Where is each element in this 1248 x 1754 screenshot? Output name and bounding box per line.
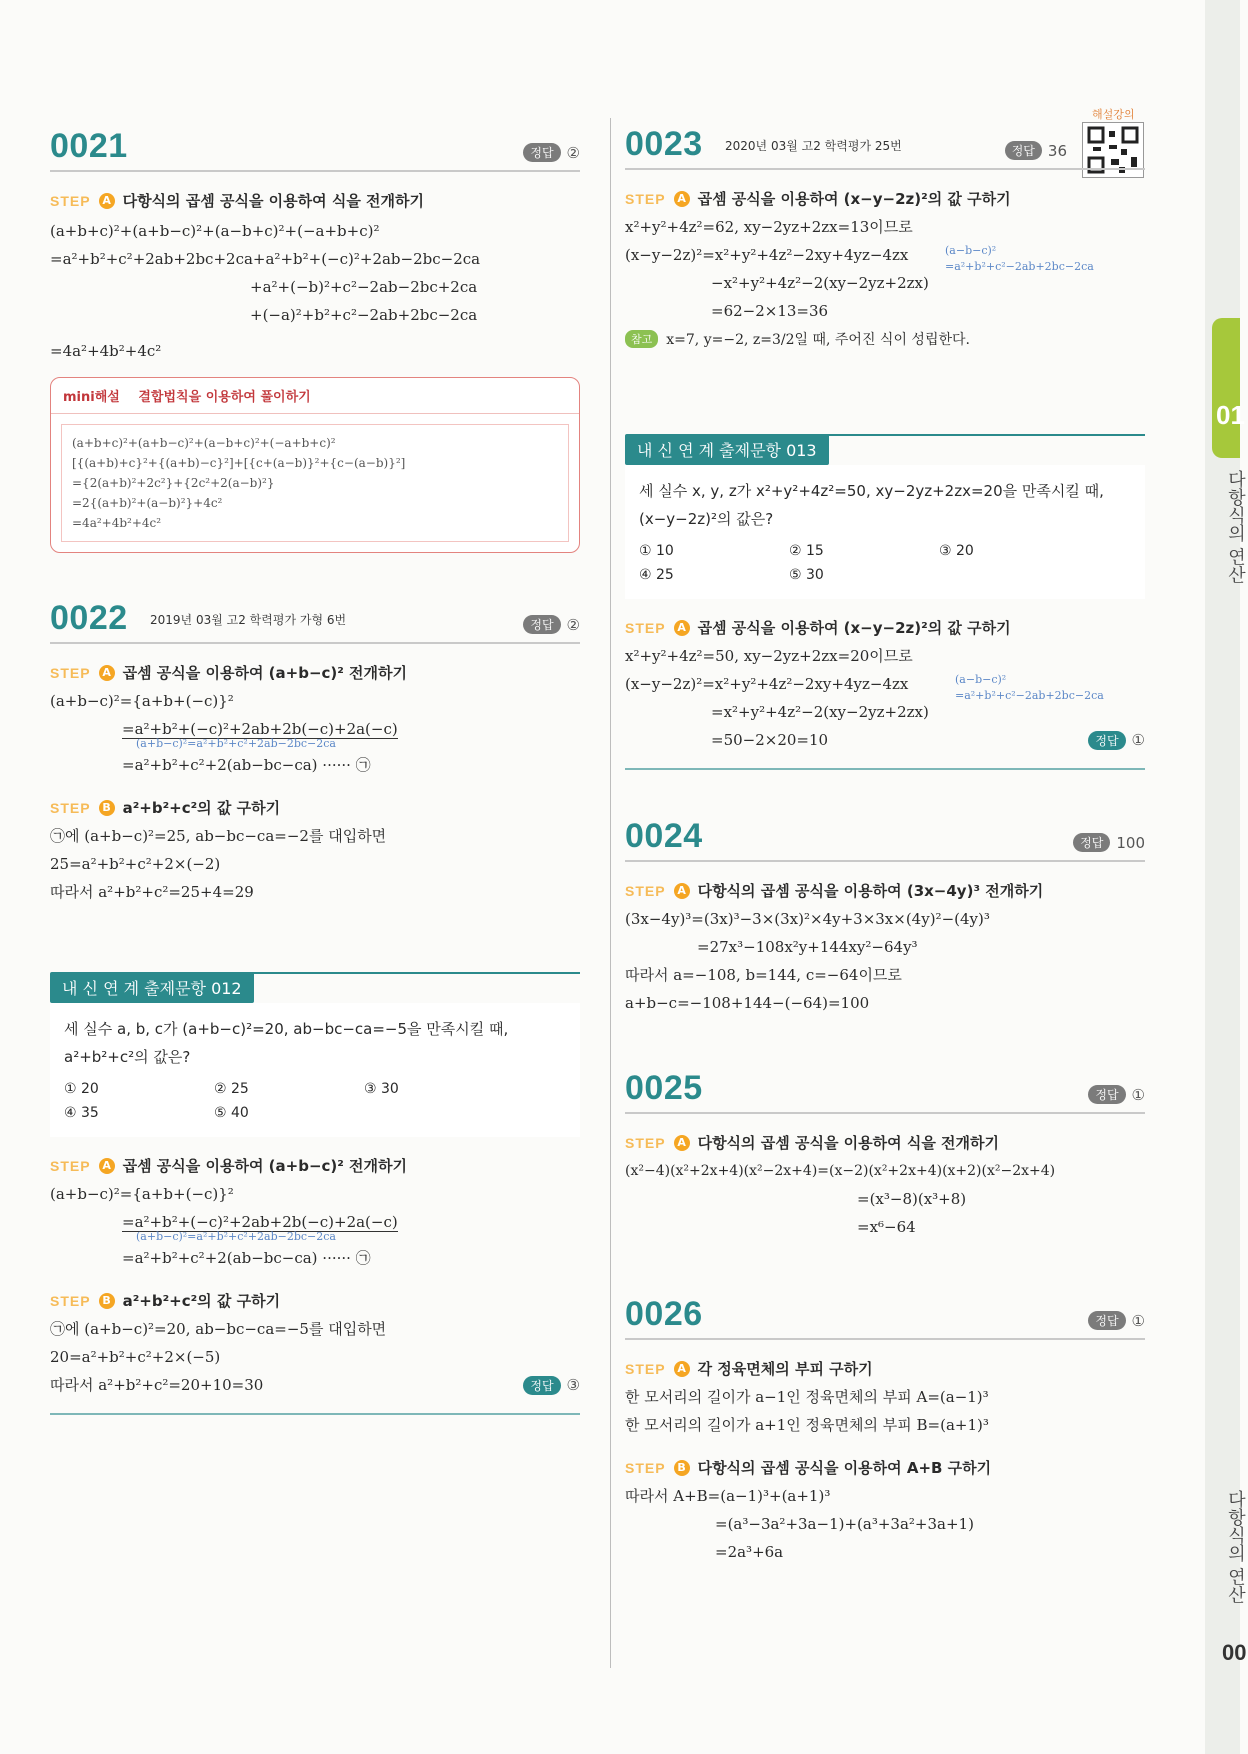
problem-number: 0021 [50, 127, 128, 165]
answer [1088, 1085, 1145, 1104]
math-line: x²+y²+4z²=50, xy−2yz+2zx=20이므로 [625, 647, 913, 665]
step-title: 각 정육면체의 부피 구하기 [697, 1360, 873, 1378]
math-line: 따라서 A+B=(a−1)³+(a+1)³ [625, 1487, 831, 1505]
math-line: a+b−c=−108+144−(−64)=100 [625, 994, 870, 1012]
problem-header [50, 592, 580, 644]
math-line: =62−2×13=36 [711, 302, 829, 320]
math-line: ㉠에 (a+b−c)²=25, ab−bc−ca=−2를 대입하면 [50, 827, 387, 845]
math-line: =a²+b²+(−c)²+2ab+2b(−c)+2a(−c) [122, 1213, 398, 1231]
formula-note [945, 243, 1094, 275]
question-line: 세 실수 a, b, c가 (a+b−c)²=20, ab−bc−ca=−5을 만족시킬 때, [64, 1020, 509, 1038]
math-line: (a+b−c)²={a+b+(−c)}² [50, 692, 234, 710]
step-title: a²+b²+c²의 값 구하기 [122, 799, 281, 817]
problem-0021 [50, 120, 580, 553]
linked-rule [815, 434, 1145, 436]
page-number: 00 [1222, 1640, 1247, 1665]
linked-question [50, 1003, 580, 1137]
math-line: =4a²+4b²+4c² [50, 342, 162, 360]
math-line: =x⁶−64 [857, 1218, 916, 1236]
mini-label: mini해설 [63, 390, 120, 405]
math-line: =a²+b²+(−c)²+2ab+2b(−c)+2a(−c) [122, 720, 398, 738]
math-line: 따라서 a²+b²+c²=20+10=30 [50, 1376, 264, 1394]
math-line: (a+b+c)²+(a+b−c)²+(a−b+c)²+(−a+b+c)² [50, 222, 380, 240]
column-divider [610, 118, 611, 1668]
step-a [50, 662, 580, 683]
step-a [50, 1155, 580, 1176]
question-line: a²+b²+c²의 값은? [64, 1048, 191, 1066]
math-line: (a+b+c)²+(a+b−c)²+(a−b+c)²+(−a+b+c)² [72, 436, 336, 450]
step-word: STEP [625, 619, 666, 636]
math-line: 20=a²+b²+c²+2×(−5) [50, 1348, 221, 1366]
step-word: STEP [625, 1134, 666, 1151]
problem-header [625, 1288, 1145, 1340]
math-line: (a+b−c)²={a+b+(−c)}² [50, 1185, 234, 1203]
step-word: STEP [625, 1459, 666, 1476]
linked-title: 내 신 연 계 출제문항 012 [50, 972, 254, 1003]
problem-number: 0024 [625, 817, 703, 855]
step-title: 다항식의 곱셈 공식을 이용하여 식을 전개하기 [697, 1134, 1000, 1152]
math-line: (x−y−2z)²=x²+y²+4z²−2xy+4yz−4zx [625, 246, 909, 264]
math-line: 한 모서리의 길이가 a−1인 정육면체의 부피 A=(a−1)³ [625, 1388, 989, 1406]
problem-number: 0022 [50, 599, 128, 637]
math-line: =a²+b²+c²+2(ab−bc−ca) ······ ㉠ [122, 1249, 371, 1267]
answer-value: ① [1131, 731, 1145, 749]
step-word: STEP [50, 1157, 91, 1174]
answer-value: 36 [1047, 141, 1067, 160]
lecture-label: 해설강의 [1092, 108, 1135, 121]
math-line: =a²+b²+c²+2ab+2bc+2ca+a²+b²+(−c)²+2ab−2bc−2ca [50, 250, 481, 268]
math-line: 따라서 a=−108, b=144, c=−64이므로 [625, 966, 902, 984]
chapter-title-bottom: 다항식의 연산 [1225, 1490, 1246, 1604]
answer-badge: 정답 [1088, 731, 1125, 750]
math-line: (x−y−2z)²=x²+y²+4z²−2xy+4yz−4zx [625, 675, 909, 693]
problem-0022 [50, 592, 580, 906]
step-letter-icon: A [99, 665, 115, 681]
math-line: (x²−4)(x²+2x+4)(x²−2x+4)=(x−2)(x²+2x+4)(x+2)(x²−2x+4) [625, 1163, 1056, 1179]
answer [523, 1376, 580, 1395]
answer [1088, 731, 1145, 750]
section-end-rule [625, 768, 1145, 770]
step-letter-icon: A [674, 1361, 690, 1377]
answer-badge: 정답 [523, 143, 560, 162]
step-letter-icon: A [674, 191, 690, 207]
step-b [50, 797, 580, 818]
note-line: =a²+b²+c²−2ab+2bc−2ca [945, 260, 1094, 273]
answer-value: ① [1131, 1085, 1145, 1104]
answer [1073, 833, 1145, 852]
step-a [625, 880, 1145, 901]
linked-header [625, 434, 1145, 465]
math-note: (a+b−c)²=a²+b²+c²+2ab−2bc−2ca [136, 1230, 336, 1243]
section-end-rule [50, 1413, 580, 1415]
choice[interactable]: ② 25 [214, 1081, 249, 1097]
choice[interactable]: ⑤ 40 [214, 1105, 249, 1121]
math-line: =27x³−108x²y+144xy²−64y³ [697, 938, 918, 956]
math-line: x²+y²+4z²=62, xy−2yz+2zx=13이므로 [625, 218, 913, 236]
note-line: =a²+b²+c²−2ab+2bc−2ca [955, 689, 1104, 702]
mini-explanation [50, 377, 580, 553]
answer-badge: 정답 [523, 1376, 560, 1395]
note-line: (a−b−c)² [945, 244, 997, 257]
step-letter-icon: A [674, 620, 690, 636]
step-word: STEP [50, 799, 91, 816]
linked-question [625, 465, 1145, 599]
answer-value: ② [566, 143, 580, 162]
math-line: ={2(a+b)²+2c²}+{2c²+2(a−b)²} [72, 476, 275, 490]
chapter-tab-number: 01 [1216, 400, 1245, 430]
choice[interactable]: ① 10 [639, 543, 674, 559]
step-word: STEP [625, 190, 666, 207]
step-title: 다항식의 곱셈 공식을 이용하여 A+B 구하기 [697, 1459, 992, 1477]
math-line: =50−2×20=10 [711, 731, 829, 749]
problem-header [625, 810, 1145, 862]
problem-header [50, 120, 580, 172]
step-letter-icon: B [99, 1293, 115, 1309]
chapter-title: 다항식의 연산 [1225, 470, 1246, 584]
answer [523, 615, 580, 634]
note-line: (a−b−c)² [955, 673, 1007, 686]
mini-body [61, 424, 569, 542]
math-line: 따라서 a²+b²+c²=25+4=29 [50, 883, 254, 901]
math-line: ㉠에 (a+b−c)²=20, ab−bc−ca=−5를 대입하면 [50, 1320, 387, 1338]
choice[interactable]: ③ 30 [364, 1081, 399, 1097]
choice[interactable]: ④ 25 [639, 567, 674, 583]
step-a [50, 190, 580, 211]
problem-header [625, 118, 1145, 170]
mini-header [51, 378, 579, 414]
step-b [625, 1457, 1145, 1478]
choice[interactable]: ③ 20 [939, 543, 974, 559]
math-line: +a²+(−b)²+c²−2ab−2bc+2ca [250, 278, 478, 296]
step-word: STEP [625, 1360, 666, 1377]
question-line: (x−y−2z)²의 값은? [639, 510, 774, 528]
problem-number: 0023 [625, 125, 703, 163]
step-word: STEP [50, 1292, 91, 1309]
answer-badge: 정답 [523, 615, 560, 634]
step-title: 곱셈 공식을 이용하여 (a+b−c)² 전개하기 [122, 664, 408, 682]
step-word: STEP [50, 192, 91, 209]
step-title: 곱셈 공식을 이용하여 (x−y−2z)²의 값 구하기 [697, 190, 1011, 208]
step-word: STEP [50, 664, 91, 681]
linked-title: 내 신 연 계 출제문항 013 [625, 434, 829, 465]
math-line: [{(a+b)+c}²+{(a+b)−c}²]+[{c+(a−b)}²+{c−(a−b)}²] [72, 456, 406, 470]
answer-badge: 정답 [1005, 141, 1042, 160]
answer-value: ② [566, 615, 580, 634]
math-line: =2{(a+b)²+(a−b)²}+4c² [72, 496, 223, 510]
reference [625, 329, 1145, 349]
step-a [625, 188, 1145, 209]
step-a [625, 617, 1145, 638]
answer-value: 100 [1116, 833, 1145, 852]
step-a [625, 1358, 1145, 1379]
question-line: 세 실수 x, y, z가 x²+y²+4z²=50, xy−2yz+2zx=20을 만족시킬 때, [639, 482, 1104, 500]
problem-header [625, 1062, 1145, 1114]
step-a [625, 1132, 1145, 1153]
step-title: a²+b²+c²의 값 구하기 [122, 1292, 281, 1310]
problem-source: 2020년 03월 고2 학력평가 25번 [725, 139, 902, 153]
math-line: 25=a²+b²+c²+2×(−2) [50, 855, 221, 873]
step-letter-icon: A [99, 193, 115, 209]
step-word: STEP [625, 882, 666, 899]
choice[interactable]: ① 20 [64, 1081, 99, 1097]
step-letter-icon: B [99, 800, 115, 816]
answer-badge: 정답 [1088, 1085, 1125, 1104]
step-letter-icon: A [99, 1158, 115, 1174]
math-line: =x²+y²+4z²−2(xy−2yz+2zx) [711, 703, 929, 721]
math-line: 한 모서리의 길이가 a+1인 정육면체의 부피 B=(a+1)³ [625, 1416, 989, 1434]
answer [523, 143, 580, 162]
formula-note [955, 672, 1104, 704]
problem-number: 0025 [625, 1069, 703, 1107]
math-line: (3x−4y)³=(3x)³−3×(3x)²×4y+3×3x×(4y)²−(4y)³ [625, 910, 990, 928]
chapter-tab[interactable] [1212, 318, 1240, 458]
math-line: =(x³−8)(x³+8) [857, 1190, 967, 1208]
math-line: +(−a)²+b²+c²−2ab+2bc−2ca [250, 306, 478, 324]
step-letter-icon: B [674, 1460, 690, 1476]
math-line: −x²+y²+4z²−2(xy−2yz+2zx) [711, 274, 929, 292]
problem-0026 [625, 1288, 1145, 1566]
problem-0023 [625, 118, 1145, 349]
linked-header [50, 972, 580, 1003]
step-title: 곱셈 공식을 이용하여 (a+b−c)² 전개하기 [122, 1157, 408, 1175]
step-letter-icon: A [674, 1135, 690, 1151]
answer-value: ③ [566, 1376, 580, 1394]
step-title: 다항식의 곱셈 공식을 이용하여 (3x−4y)³ 전개하기 [697, 882, 1044, 900]
choice[interactable]: ⑤ 30 [789, 567, 824, 583]
choices [639, 533, 1131, 591]
linked-rule [240, 972, 580, 974]
choices [64, 1071, 566, 1129]
problem-number: 0026 [625, 1295, 703, 1333]
step-letter-icon: A [674, 883, 690, 899]
answer-value: ① [1131, 1311, 1145, 1330]
answer [1005, 141, 1067, 160]
math-line: =(a³−3a²+3a−1)+(a³+3a²+3a+1) [715, 1515, 974, 1533]
step-b [50, 1290, 580, 1311]
problem-0025 [625, 1062, 1145, 1241]
linked-problem-012 [50, 958, 580, 1415]
choice[interactable]: ④ 35 [64, 1105, 99, 1121]
math-note: (a+b−c)²=a²+b²+c²+2ab−2bc−2ca [136, 737, 336, 750]
step-title: 곱셈 공식을 이용하여 (x−y−2z)²의 값 구하기 [697, 619, 1011, 637]
answer-badge: 정답 [1073, 833, 1110, 852]
answer [1088, 1311, 1145, 1330]
step-title: 다항식의 곱셈 공식을 이용하여 식을 전개하기 [122, 192, 425, 210]
answer-badge: 정답 [1088, 1311, 1125, 1330]
reference-badge: 참고 [625, 330, 658, 348]
linked-problem-013 [625, 420, 1145, 770]
problem-source: 2019년 03월 고2 학력평가 가형 6번 [150, 613, 347, 627]
reference-text: x=7, y=−2, z=3/2일 때, 주어진 식이 성립한다. [666, 332, 970, 348]
choice[interactable]: ② 15 [789, 543, 824, 559]
math-line: =4a²+4b²+4c² [72, 516, 162, 530]
math-line: =2a³+6a [715, 1543, 784, 1561]
mini-title: 결합법칙을 이용하여 풀이하기 [138, 390, 311, 405]
problem-0024 [625, 810, 1145, 1017]
math-line: =a²+b²+c²+2(ab−bc−ca) ······ ㉠ [122, 756, 371, 774]
